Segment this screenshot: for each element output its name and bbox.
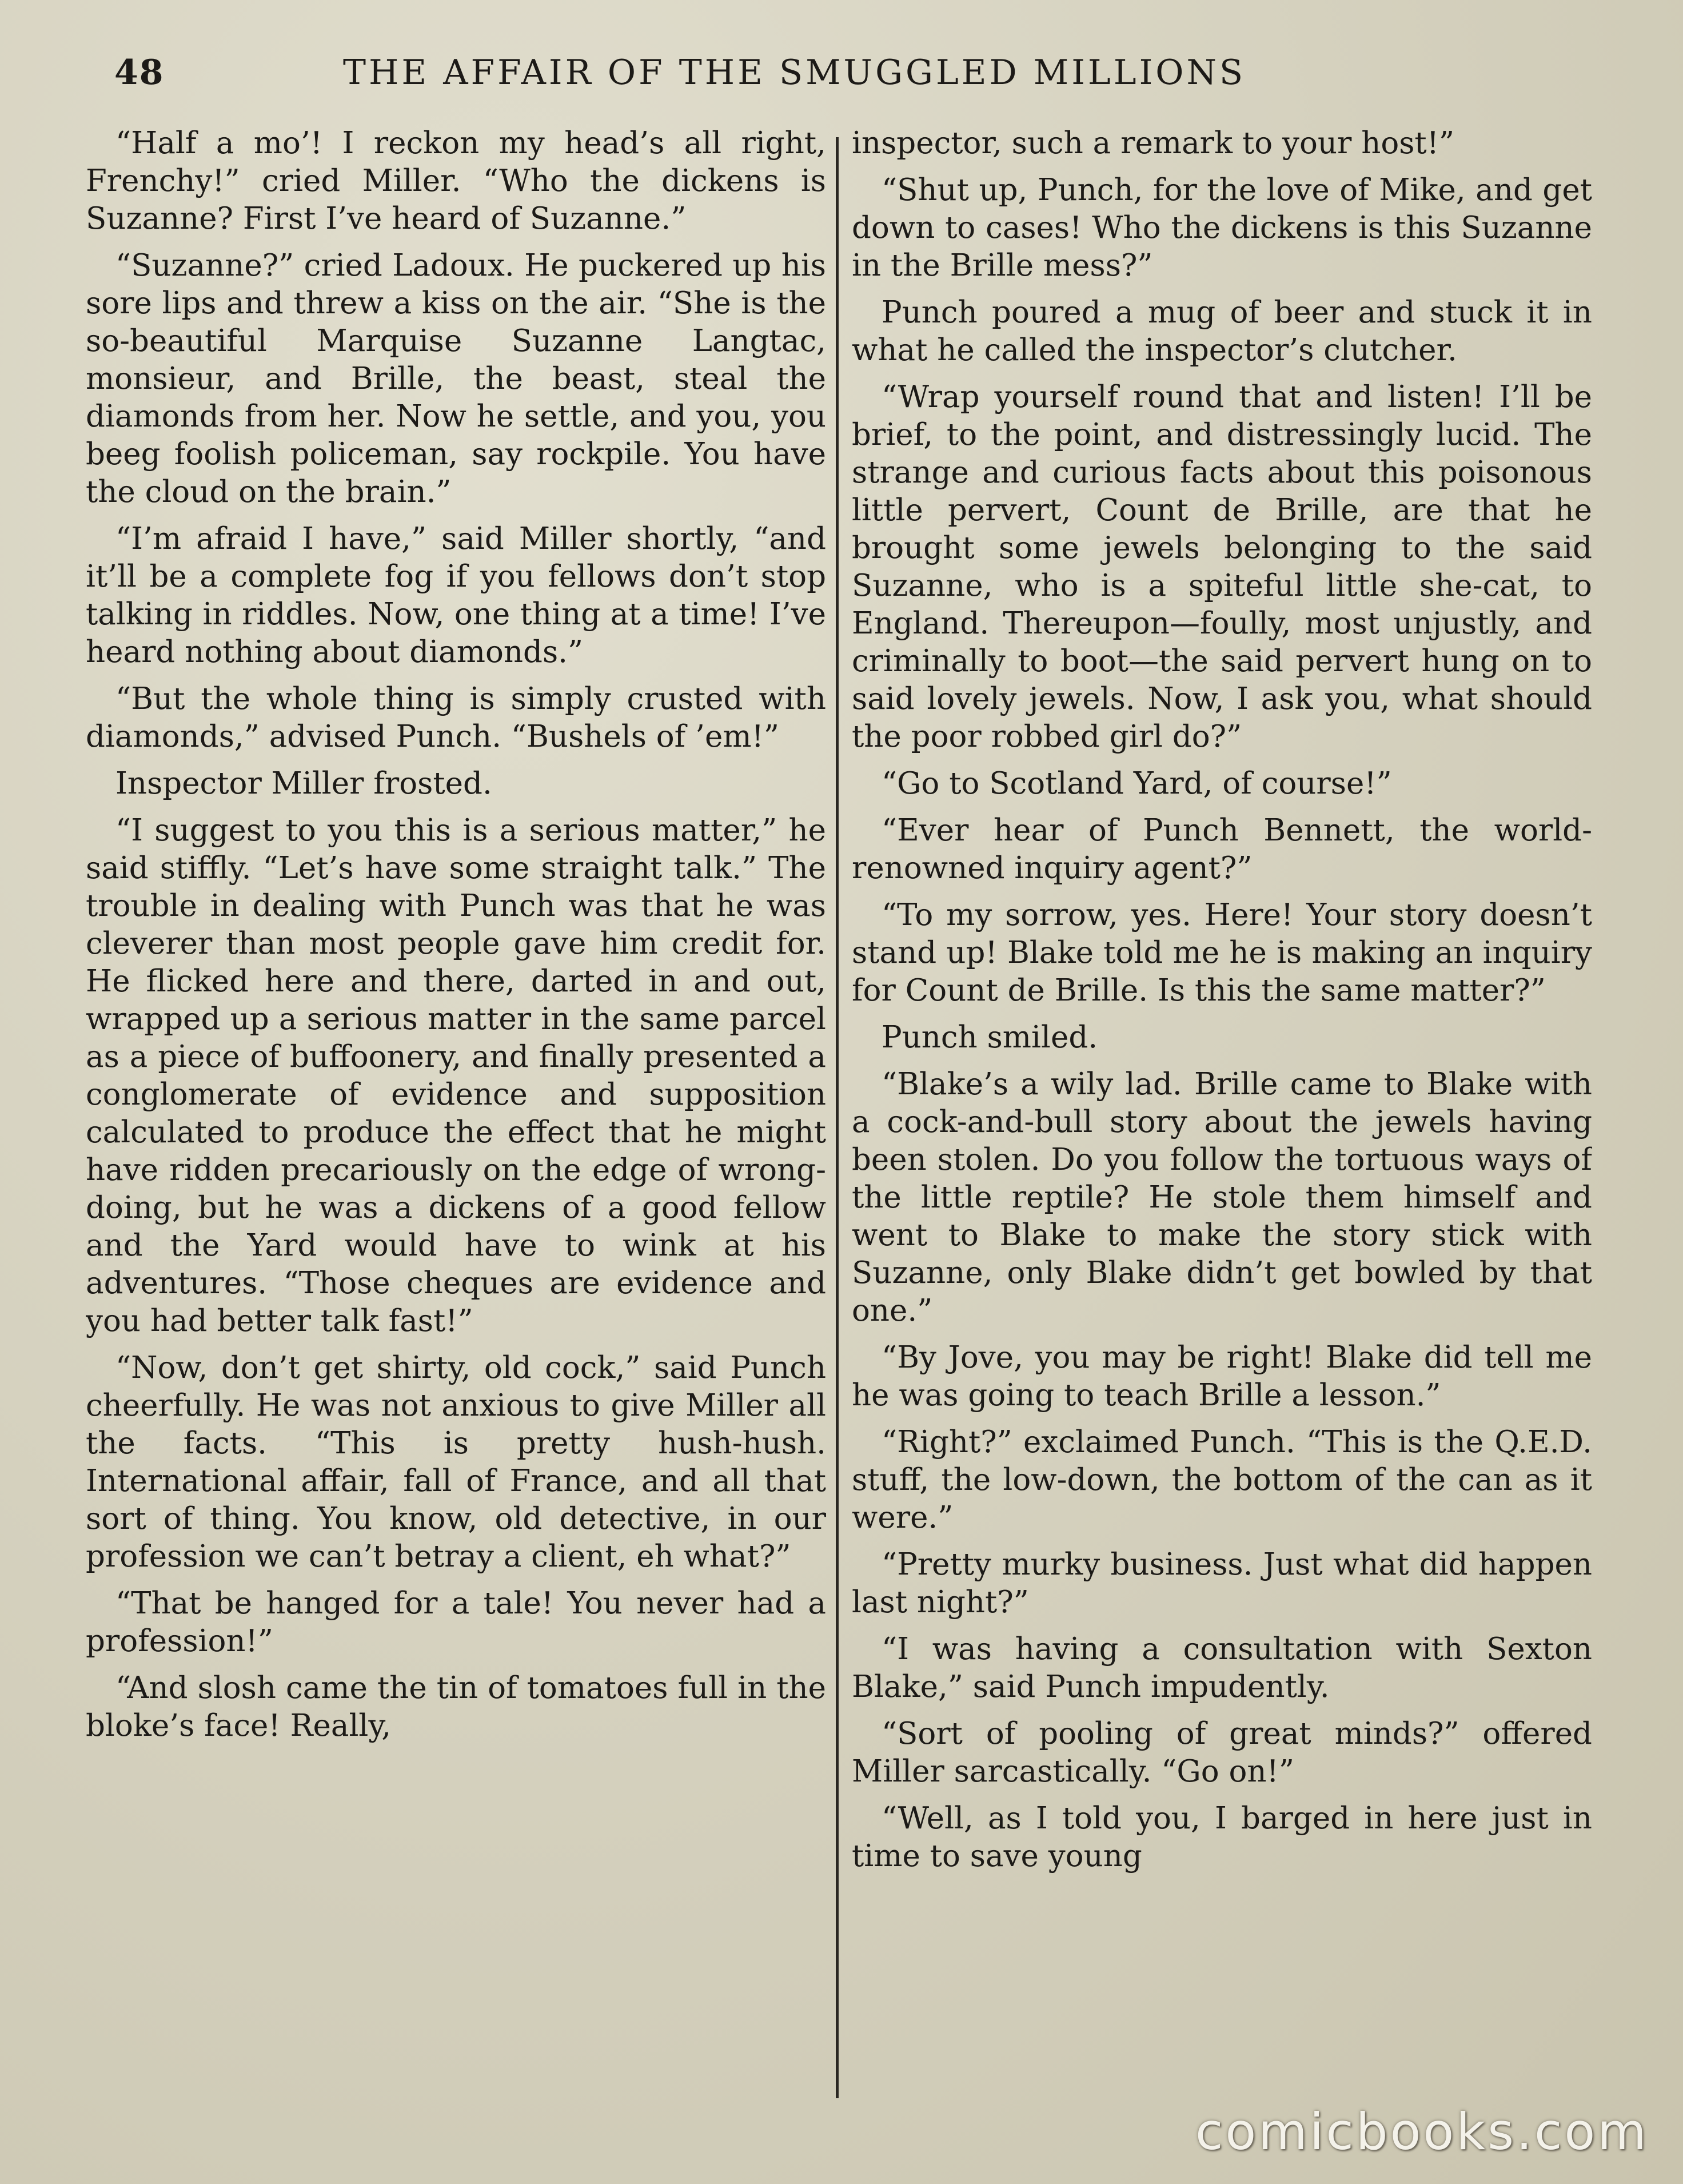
paragraph: “Well, as I told you, I barged in here just in time to save young [852,1801,1592,1874]
paragraph: “Wrap yourself round that and listen! I’ll be brief, to the point, and distressingly lucid. The strange and curious facts about this poisonous little pervert, Count de Brille, are that he brought some jewels belonging to the said Suzanne, who is a spiteful little she-cat, to England. Thereupon—foully, most unjustly, and criminally to boot—the said pervert hung on to said lovely jewels. Now, I ask you, what should the poor robbed girl do?” [852,380,1592,754]
page-header [114,53,1589,104]
paragraph: “Pretty murky business. Just what did happen last night?” [852,1547,1592,1620]
paragraph: “Blake’s a wily lad. Brille came to Blake with a cock-and-bull story about the jewels having been stolen. Do you follow the tortuous ways of the little reptile? He stole them himself and went to Blake to make the story stick with Suzanne, only Blake didn’t get bowled by that one.” [852,1067,1592,1328]
paragraph: Inspector Miller frosted. [115,766,492,801]
paragraph: “Shut up, Punch, for the love of Mike, and get down to cases! Who the dickens is this Suzanne in the Brille mess?” [852,173,1592,283]
paragraph: “I’m afraid I have,” said Miller shortly, “and it’ll be a complete fog if you fellows don’t stop talking in riddles. Now, one thing at a time! I’ve heard nothing about diamonds.” [86,521,826,669]
paragraph-continued: inspector, such a remark to your host!” [852,126,1455,161]
paragraph: “I suggest to you this is a serious matter,” he said stiffly. “Let’s have some straight talk.” The trouble in dealing with Punch was that he was cleverer than most people gave him credit for. He flicked here and there, darted in and out, wrapped up a serious matter in the same parcel as a piece of buffoonery, and finally presented a conglomerate of evidence and supposition calculated to produce the effect that he might have ridden precariously on the edge of wrong-doing, but he was a dickens of a good fellow and the Yard would have to wink at his adventures. “Those cheques are evidence and you had better talk fast!” [86,813,826,1338]
paragraph: “By Jove, you may be right! Blake did tell me he was going to teach Brille a lesson.” [852,1340,1592,1413]
paragraph: “To my sorrow, yes. Here! Your story doesn’t stand up! Blake told me he is making an inquiry for Count de Brille. Is this the same matter?” [852,898,1592,1008]
paragraph: Punch smiled. [882,1020,1098,1055]
paragraph: “Now, don’t get shirty, old cock,” said Punch cheerfully. He was not anxious to give Miller all the facts. “This is pretty hush-hush. International affair, fall of France, and all that sort of thing. You know, old detective, in our profession we can’t betray a client, eh what?” [86,1350,826,1574]
paragraph: “Right?” exclaimed Punch. “This is the Q.E.D. stuff, the low-down, the bottom of the can as it were.” [852,1425,1592,1535]
running-title: THE AFFAIR OF THE SMUGGLED MILLIONS [343,53,1246,93]
column-divider [836,137,839,2098]
page-number: 48 [114,53,165,93]
paragraph: “And slosh came the tin of tomatoes full in the bloke’s face! Really, [86,1671,826,1743]
right-column [852,125,1592,2103]
paragraph: “But the whole thing is simply crusted with diamonds,” advised Punch. “Bushels of ’em!” [86,681,826,754]
paragraph: “Sort of pooling of great minds?” offered Miller sarcastically. “Go on!” [852,1716,1592,1789]
paragraph: “That be hanged for a tale! You never had a profession!” [86,1586,826,1659]
paragraph: “Go to Scotland Yard, of course!” [882,766,1392,801]
watermark: comicbooks.com [1195,2102,1649,2161]
paragraph: “I was having a consultation with Sexton Blake,” said Punch impudently. [852,1632,1592,1704]
left-column [86,125,826,2103]
paragraph: “Ever hear of Punch Bennett, the world-renowned inquiry agent?” [852,813,1592,886]
paragraph: “Suzanne?” cried Ladoux. He puckered up his sore lips and threw a kiss on the air. “She is the so-beautiful Marquise Suzanne Langtac, monsieur, and Brille, the beast, steal the diamonds from her. Now he settle, and you, you beeg foolish policeman, say rockpile. You have the cloud on the brain.” [86,248,826,509]
paragraph: Punch poured a mug of beer and stuck it in what he called the inspector’s clutcher. [852,295,1592,368]
paragraph: “Half a mo’! I reckon my head’s all right, Frenchy!” cried Miller. “Who the dickens is Suzanne? First I’ve heard of Suzanne.” [86,126,826,236]
